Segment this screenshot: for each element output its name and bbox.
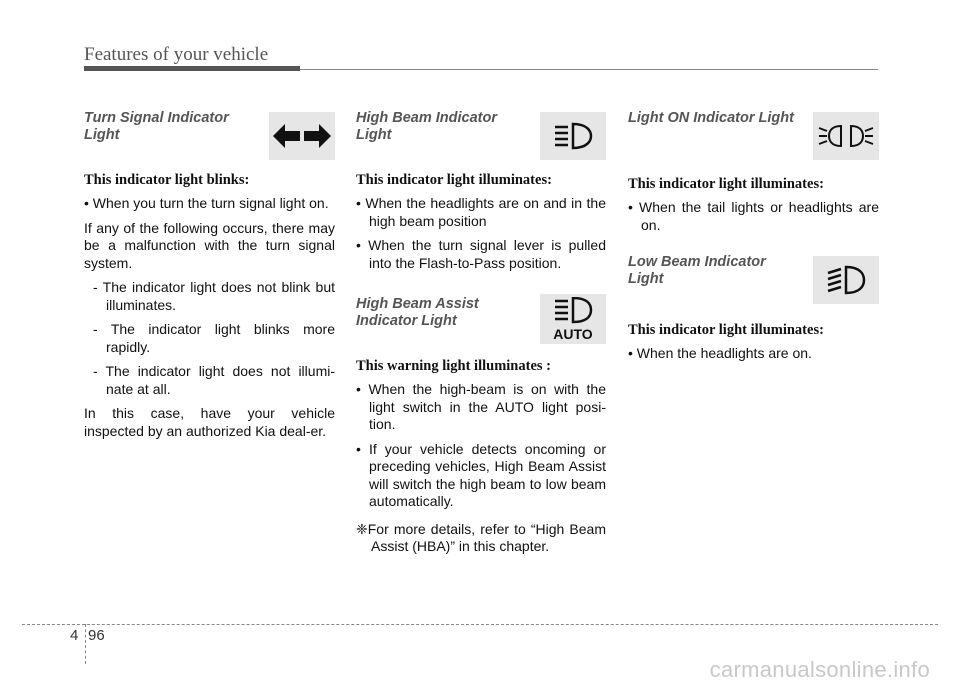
high-beam-assist-section <box>356 296 606 556</box>
footer-page-divider <box>85 624 86 664</box>
list-item: - The indicator light blinks more rapidly. <box>93 321 335 355</box>
light-on-lead: This indicator light illuminates: <box>628 176 824 192</box>
paragraph: If any of the following occurs, there may be a malfunction with the turn signal system. <box>84 219 335 271</box>
light-on-section <box>628 110 879 234</box>
header-bar <box>84 66 300 71</box>
list-item: • When the tail lights or headlights are on. <box>628 199 879 233</box>
list-item: • When the headlights are on and in the high beam position <box>356 195 606 229</box>
high-beam-section <box>356 110 606 272</box>
page-number: 96 <box>88 627 105 644</box>
turn-signal-section <box>84 110 335 440</box>
column-right <box>628 110 879 370</box>
low-beam-icon <box>813 256 879 304</box>
column-middle <box>356 110 606 556</box>
list-item: - The indicator light does not blink but illuminates. <box>93 279 335 313</box>
list-item: - The indicator light does not illumi-nate at all. <box>93 363 335 397</box>
list-item: • When you turn the turn signal light on. <box>84 195 329 211</box>
header-line <box>300 69 878 70</box>
turn-signal-arrows-icon <box>269 112 335 160</box>
tail-light-icon <box>813 112 879 160</box>
chapter-number: 4 <box>70 627 79 644</box>
turn-signal-title: Turn Signal Indicator Light <box>84 110 229 143</box>
list-item: • When the high-beam is on with the light switch in the AUTO light posi-tion. <box>356 381 606 432</box>
light-on-title: Light ON Indicator Light <box>628 110 794 126</box>
list-item: • If your vehicle detects oncoming or preceding vehicles, High Beam Assist will switch the high beam to low beam automatically. <box>356 440 606 509</box>
high-beam-icon <box>540 112 606 160</box>
watermark: carmanualsonline.info <box>709 657 930 682</box>
high-beam-assist-auto-icon <box>540 294 606 344</box>
high-beam-lead: This indicator light illuminates: <box>356 172 552 188</box>
auto-label: AUTO <box>553 326 593 341</box>
low-beam-section <box>628 254 879 363</box>
reference-note: ❈For more details, refer to “High Beam Assist (HBA)” in this chapter. <box>356 520 606 554</box>
list-item: • When the turn signal lever is pulled into the Flash-to-Pass position. <box>356 237 606 271</box>
header-title: Features of your vehicle <box>84 44 269 65</box>
low-beam-lead: This indicator light illuminates: <box>628 322 824 338</box>
high-beam-assist-lead: This warning light illuminates : <box>356 358 551 374</box>
list-item: • When the headlights are on. <box>628 345 812 361</box>
low-beam-title: Low Beam Indicator Light <box>628 254 766 287</box>
turn-signal-lead: This indicator light blinks: <box>84 172 250 188</box>
column-left <box>84 110 335 447</box>
footer-divider <box>22 624 938 625</box>
high-beam-title: High Beam Indicator Light <box>356 110 497 143</box>
high-beam-assist-title: High Beam Assist Indicator Light <box>356 296 479 329</box>
paragraph: In this case, have your vehicle inspected by an authorized Kia deal-er. <box>84 405 335 439</box>
